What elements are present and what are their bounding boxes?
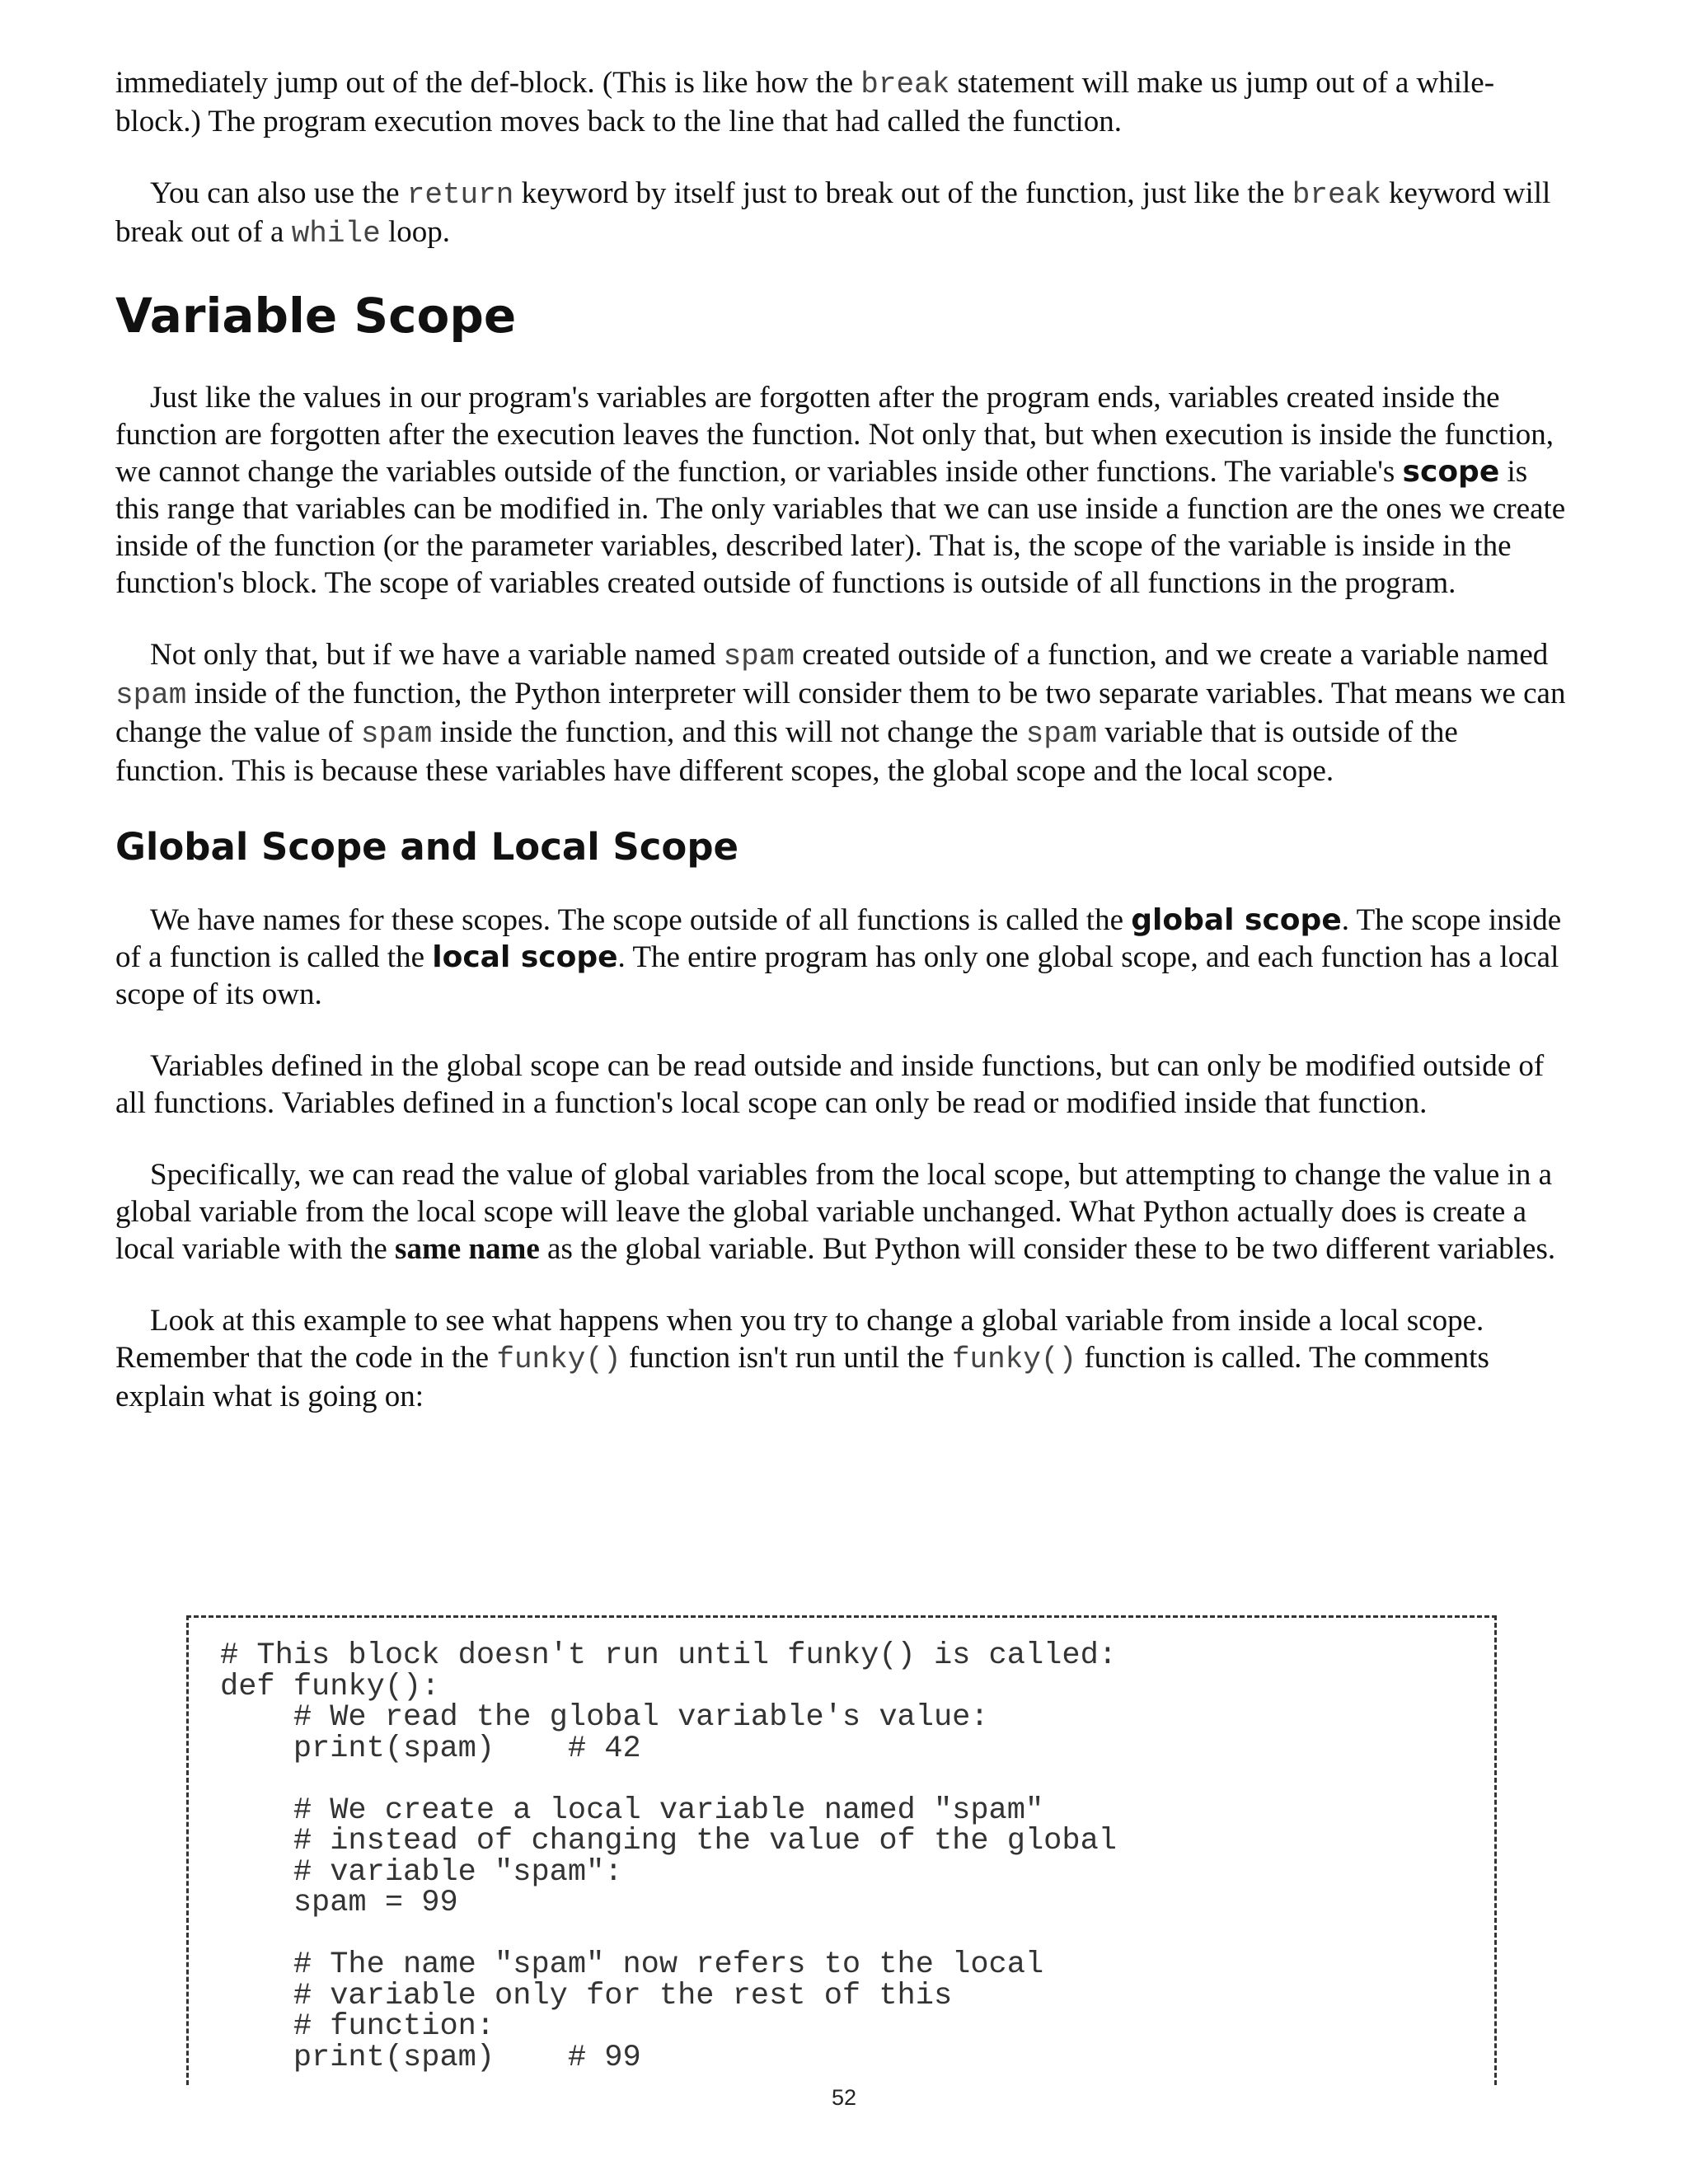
text-run: We have names for these scopes. The scope outside of all functions is called the <box>150 903 1132 937</box>
heading-variable-scope: Variable Scope <box>115 288 517 344</box>
text-run: keyword will break out of a <box>115 176 1551 249</box>
code-example-box <box>186 1615 1497 2085</box>
text-run: . The scope inside of a function is called the <box>115 903 1562 974</box>
inline-code-spam: spam <box>360 717 433 751</box>
text-run: is this range that variables can be modified in. The only variables that we can use inside a function are the ones we create inside of the function (or the parameter variables, described later). That is, the scope of the variable is inside in the function's block. The scope of variables created outside of functions is outside of all functions in the program. <box>115 455 1566 600</box>
term-global-scope: global scope <box>1131 903 1342 937</box>
text-run: . The entire program has only one global scope, and each function has a local scope of its own. <box>115 940 1559 1011</box>
text-run: variable that is outside of the function. This is because these variables have different scopes, the global scope and the local scope. <box>115 715 1458 788</box>
term-scope: scope <box>1402 455 1500 489</box>
inline-code-funky: funky() <box>496 1343 621 1376</box>
inline-code-return: return <box>406 178 514 212</box>
inline-code-spam: spam <box>1025 717 1098 751</box>
text-run: as the global variable. But Python will consider these to be two different variables. <box>539 1232 1556 1266</box>
text-run: inside the function, and this will not change the <box>432 715 1026 749</box>
page-content <box>115 64 1573 1450</box>
text-run: function is called. The comments explain what is going on: <box>115 1341 1489 1413</box>
page-number: 52 <box>831 2085 857 2110</box>
inline-code-break: break <box>860 68 950 101</box>
paragraph-specifically <box>115 1156 1573 1268</box>
paragraph-intro <box>115 64 1573 140</box>
text-run: Specifically, we can read the value of global variables from the local scope, but attempting to change the value in a global variable from the local scope will leave the global variable unchanged. What Python actually does is create a local variable with the <box>115 1158 1553 1266</box>
term-local-scope: local scope <box>432 940 618 974</box>
text-run: keyword by itself just to break out of the function, just like the <box>513 176 1292 210</box>
text-run: Look at this example to see what happens when you try to change a global variable from inside a local scope. Remember that the code in the <box>115 1304 1484 1375</box>
inline-code-break: break <box>1292 178 1381 212</box>
text-run: Not only that, but if we have a variable named <box>150 638 724 672</box>
paragraph-spam-variables <box>115 636 1573 790</box>
text-run: statement will make us jump out of a while-block.) The program execution moves back to the line that had called the function. <box>115 66 1495 138</box>
text-run: You can also use the <box>150 176 407 210</box>
paragraph-scope-names <box>115 902 1573 1013</box>
bold-same-name: same name <box>395 1232 540 1266</box>
heading-global-local-scope: Global Scope and Local Scope <box>115 825 739 869</box>
paragraph-variables-defined: Variables defined in the global scope can be read outside and inside functions, but can only be modified outside of all functions. Variables defined in a function's local scope can only be read or modified inside that function. <box>115 1049 1545 1120</box>
text-run: immediately jump out of the def-block. (This is like how the <box>115 66 861 100</box>
text-run: loop. <box>380 215 451 249</box>
paragraph-example-intro <box>115 1302 1573 1415</box>
text-run: Just like the values in our program's variables are forgotten after the program ends, variables created inside the function are forgotten after the execution leaves the function. Not only that, but when execution is inside the function, we cannot change the variables outside of the function, or variables inside other functions. The variable's <box>115 381 1554 489</box>
code-listing: # This block doesn't run until funky() is called: def funky(): # We read the global variable's value: print(spam) # 42 # We create a local variable named "spam" # instead of changing the value of the global # variable "spam": spam = 99 # The name "spam" now refers to the local # variable only for the rest of this # function: print(spam) # 99 <box>220 1638 1117 2075</box>
text-run: created outside of a function, and we create a variable named <box>795 638 1549 672</box>
text-run: function isn't run until the <box>621 1341 952 1375</box>
inline-code-funky: funky() <box>951 1343 1077 1376</box>
inline-code-spam: spam <box>723 640 795 673</box>
inline-code-while: while <box>291 217 381 251</box>
paragraph-return <box>115 175 1573 252</box>
inline-code-spam: spam <box>115 678 187 712</box>
paragraph-scope-definition <box>115 379 1573 602</box>
text-run: inside of the function, the Python interpreter will consider them to be two separate variables. That means we can change the value of <box>115 677 1566 749</box>
